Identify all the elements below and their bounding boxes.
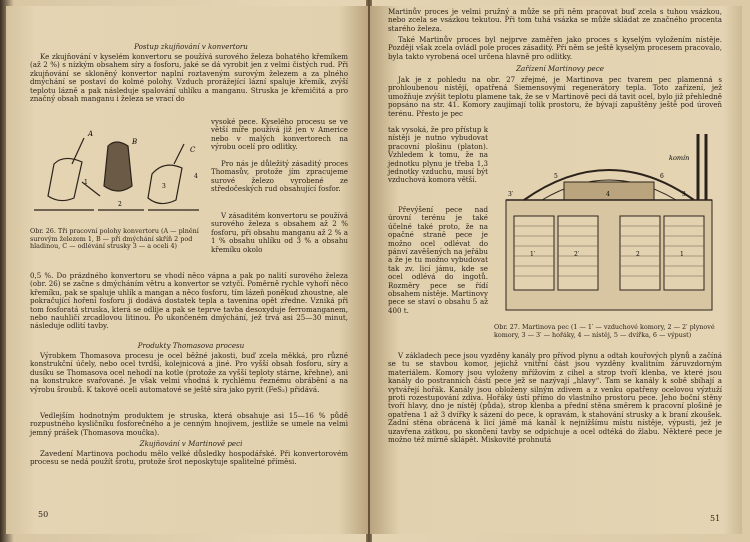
fig27-label-1: 1 (680, 251, 684, 258)
left-paragraph-1b: vysoké pece. Kyselého procesu se ve větší míře používá již jen v Americe nebo v malých konvertorech na výrobu ocelí pro odlitky. (211, 117, 348, 152)
left-paragraph-1: Ke zkujňování v kyselém konvertoru se používá surového železa bohatého křemíkem (až 2 %) s nízkým obsahem síry a fosforu, jaké se dá vyrobit jen z velmi čistých rud. Při zkujňování se skloněný konvertor naplní roztaveným surovým železem a za plného dmýchání se postaví do kolmé polohy. Vzduch prorážející lázní spaluje křemík, zvýší teplotu lázně a pak následuje spalování uhlíku a manganu. Struska je křemičitá a pro značný obsah manganu i železa se vrací do (30, 52, 348, 104)
fig26-label-4: 4 (194, 173, 198, 180)
heading-postup: Postup zkujňování v konvertoru (134, 42, 248, 51)
fig26-label-b: B (132, 138, 138, 146)
right-paragraph-4: Převýšení pece nad úrovní terénu je také účelné také proto, že na opačné straně pece je možno ocel odlévat do pánví zavěšených na jeřábu a že je tu možno vybudovat tak zv. licí jámu, kde se ocel odlévá do ingotů. Rozměry pece se řídí obsahem nístěje. Martinovy pece se staví o obsahu 5 až 400 t. (388, 205, 488, 315)
figure-26-caption: Obr. 26. Tři pracovní polohy konvertoru (A — plnění surovým železem 1, B — při dmýchání skříň 2 pod hladinou, C — odlévání strusky 3 — a oceli 4) (30, 227, 199, 251)
fig27-label-1prime: 1′ (530, 251, 536, 258)
fig27-label-2: 2 (636, 251, 640, 258)
figure-26-converters (24, 124, 204, 224)
fig26-label-a: A (88, 130, 94, 138)
fig27-label-komin: komín (669, 154, 690, 162)
left-page-number: 50 (38, 510, 49, 519)
left-paragraph-4: 0,5 %. Do prázdného konvertoru se vhodí něco vápna a pak po nalití surového železa (obr. 26) se začne s dmýcháním větru a konvertor se vztyčí. Poměrně rychle vyhoří něco křemíku, pak se spaluje uhlík a mangan a něco fosforu, tím lázeň poněkud zhoustne, ale pokračující hoření fosforu ji dodává dostatek tepla a tavenina opět zředne. Vzniká při tom fosforatá struska, která se odlije a pak se teprve tavba desoxyduje ferromanganem, nebo nauhličí zrcadlovou litinou. Po ukončeném dmýchání, jež trvá asi 25—30 minut, následuje odlití tavby. (30, 271, 348, 331)
right-heading: Zařízení Martinovy pece (516, 64, 604, 73)
fig27-label-3: 3 (682, 191, 686, 198)
left-paragraph-7: Zavedení Martinova pochodu mělo velké důsledky hospodářské. Při konvertorovém procesu se nedá použít šrotu, protože šrot neposkytuje spalitelné příměsi. (30, 449, 348, 467)
figure-27-martin-furnace (494, 130, 724, 320)
heading-zkujnovani: Zkujňování v Martinově peci (139, 439, 243, 448)
left-paragraph-3: V zásaditém konvertoru se používá surového železa s obsahem až 2 % fosforu, při obsahu manganu až 2 % a 1 % obsahu uhlíku od 3 % a obsahu křemíku okolo (211, 211, 348, 254)
fig27-label-2prime: 2′ (574, 251, 580, 258)
right-page-number: 51 (710, 514, 721, 523)
right-paragraph-3: Jak je z pohledu na obr. 27 zřejmé, je Martinova pec tvarem pec plamenná s prohloubenou nístějí, opatřená Siemensovými regenerátory tepla. Toto zařízení, jež umožňuje zvýšit teplotu plamene tak, že se v Martinově peci dá tavit ocel, bylo již přehledně popsáno na str. 41. Komory zaujímají tolik prostoru, že bývají zapuštěny ještě pod úroveň terénu. Přesto je pec (388, 75, 722, 118)
fig26-label-1: 1 (84, 179, 88, 186)
right-paragraph-2: Také Martinův proces byl nejprve zaměřen jako proces s kyselým vyložením nístěje. Později však zcela ovládl pole proces zásaditý. Při něm se ještě kyselým procesem pracovalo, byla takto vyrobená ocel určena hlavně pro odlitky. (388, 35, 722, 61)
fig27-label-6: 6 (660, 173, 664, 180)
right-paragraph-5: V základech pece jsou vyzděny kanály pro přívod plynu a odtah kouřových plynů a začíná se tu se stavbou komor, jejichž vnitřní část jsou vyzděny kvalitním žáruvzdorným materiálem. Komory jsou vyloženy mřížovím z cihel a strop tvoří klenba, ve které jsou kanály do postranních částí pece jež se nazývají „hlavy“. Tam se kanály k sobě sbíhají a vytvářejí hořák. Kanály jsou obloženy silným zdivem a z venku opatřeny ocelovou výztuží proti rozestupování zdiva. Hořáky ústí přímo do vlastního prostoru pece. Jeho boční stěny tvoří hlavy, dno je nístěj (půda), strop klenba a přední stěna směrem k pracovní plošině je opatřena 1 až 3 dvířky k sázení do pece, k opravám, k stahování strusky a k braní zkoušek. Zadní stěna obrácená k licí jámě má kanál k nejnižšímu místu nístěje, výpusti, jež je uzavřena zátkou, po skončení tavby se odpichuje a ocel odtéká do žlabu. Některé pece je možno též mírně sklápět. Miskovité prohnutá (388, 351, 722, 445)
left-paragraph-6: Vedlejším hodnotným produktem je struska, která obsahuje asi 15—16 % půdě rozpustného kysličníku fosforečného a je cenným hnojivem, jestliže se umele na velmi jemný prášek (Thomasova moučka). (30, 411, 348, 437)
heading-produkty: Produkty Thomasova procesu (137, 341, 245, 350)
fig26-label-2: 2 (118, 201, 122, 208)
right-paragraph-1: Martinův proces je velmi pružný a může se při něm pracovat buď zcela s tuhou vsázkou, nebo zcela se vsázkou tekutou. Při tom tuhá vsázka se může skládat ze značného procenta starého železa. (388, 7, 722, 33)
left-paragraph-2: Pro nás je důležitý zásaditý proces Thomasův, protože jím zpracujeme surové železo vyrobené ze středočeských rud obsahující fosfor. (211, 159, 348, 194)
fig26-label-c: C (190, 146, 196, 154)
figure-27-caption: Obr. 27. Martinova pec (1 — 1′ — vzduchové komory, 2 — 2′ plynové komory, 3 — 3′ — hořáky, 4 — nístěj, 5 — dvířka, 6 — výpust) (494, 323, 715, 339)
fig27-label-5: 5 (554, 173, 558, 180)
fig26-label-3: 3 (162, 183, 166, 190)
left-page (6, 6, 368, 534)
left-paragraph-5: Výrobkem Thomasova procesu je ocel běžné jakosti, buď zcela měkká, pro různé konstrukční účely, nebo ocel tvrdší, kolejnicová a jiné. Pro vyšší obsah fosforu, síry a dusíku se Thomasova ocel nehodí na kotle (protože za vyšší teploty stárne, křehne), ani na konstrukce svařované. Je však velmi vhodná k rychlému řeznému obrábění a na výrobu šroubů. K takové oceli automatové se ještě síra jako pyrit (FeS₂) přidává. (30, 351, 348, 394)
fig27-label-4: 4 (606, 191, 610, 198)
right-paragraph-3b: tak vysoká, že pro přístup k nístěji je nutno vybudovat pracovní plošinu (platon). Vzhledem k tomu, že na jednotku plynu je třeba 1,3 jednotky vzduchu, musí být vzduchová komora větší. (388, 125, 488, 185)
fig27-label-3prime: 3′ (508, 191, 514, 198)
right-page (370, 6, 742, 534)
